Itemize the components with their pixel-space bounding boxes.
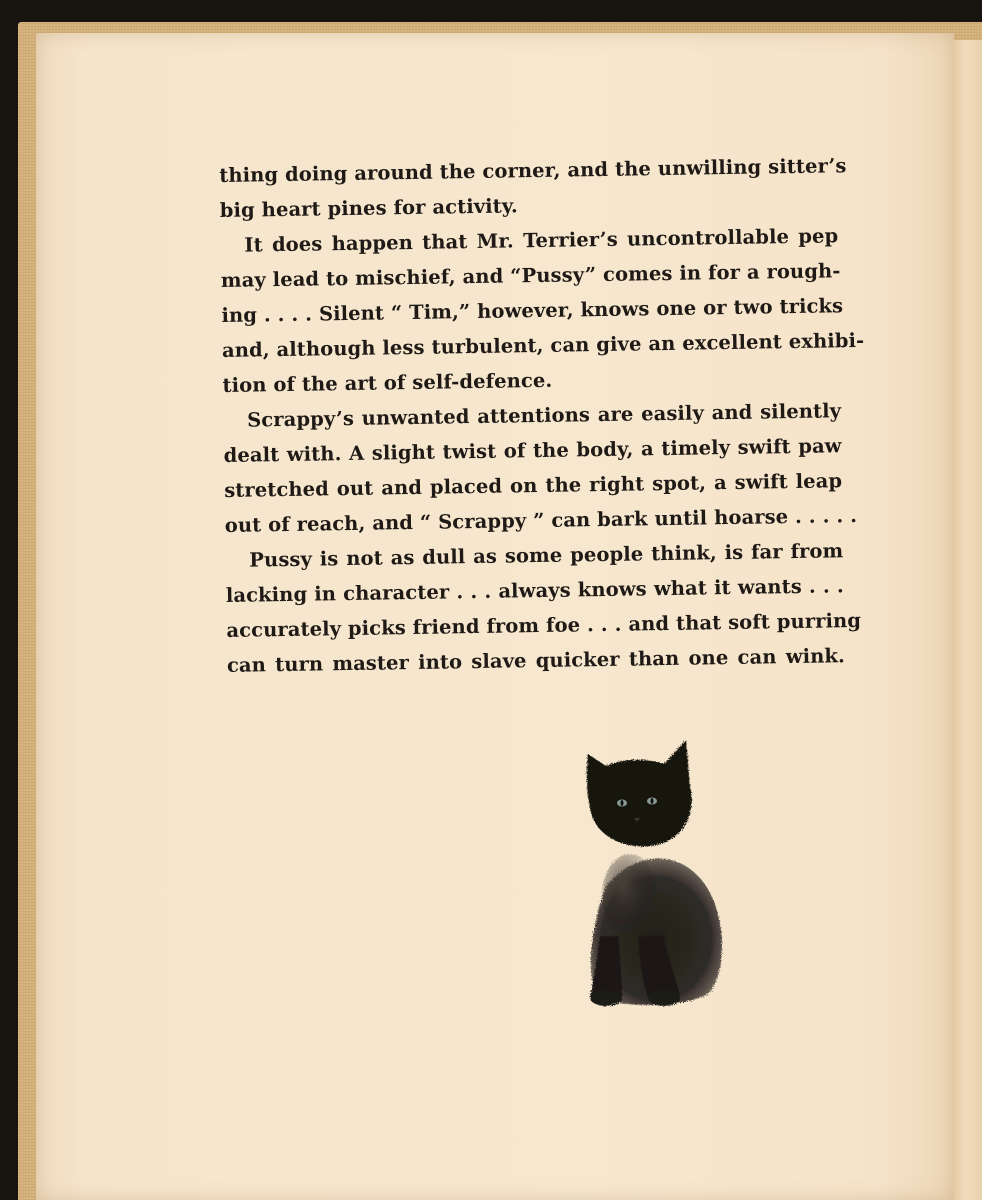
text-line: thing doing around the corner, and the unwilling sitter’s bbox=[219, 154, 847, 187]
black-kitten-illustration bbox=[578, 736, 728, 1016]
paragraph-2 bbox=[220, 218, 865, 403]
page-edge bbox=[954, 40, 982, 1200]
text-line: Pussy is not as dull as some people think, is far from bbox=[249, 539, 844, 572]
black-kitten-icon bbox=[578, 736, 728, 1016]
text-line: and, although less turbulent, can give an excellent exhibi- bbox=[221, 328, 865, 362]
text-line: stretched out and placed on the right spot, a swift leap bbox=[224, 469, 843, 502]
text-line: tion of the art of self-defence. bbox=[222, 368, 553, 397]
text-line: out of reach, and “ Scrappy ” can bark until hoarse . . . . . bbox=[224, 504, 858, 537]
text-line: dealt with. A slight twist of the body, a timely swift paw bbox=[223, 434, 842, 467]
paragraph-1 bbox=[219, 148, 847, 228]
text-line: ing . . . . Silent “ Tim,” however, knows one or two tricks bbox=[221, 294, 844, 327]
paragraph-3 bbox=[223, 393, 858, 543]
text-line: big heart pines for activity. bbox=[219, 194, 519, 222]
text-line: Scrappy’s unwanted attentions are easily and silently bbox=[246, 399, 842, 432]
text-line: can turn master into slave quicker than one can wink. bbox=[226, 644, 846, 677]
text-line: may lead to mischief, and “Pussy” comes in for a rough- bbox=[220, 259, 841, 292]
paragraph-4 bbox=[225, 533, 862, 683]
text-line: It does happen that Mr. Terrier’s uncontrollable pep bbox=[244, 224, 839, 257]
body-text bbox=[219, 148, 865, 683]
text-line: accurately picks friend from foe . . . and that soft purring bbox=[226, 608, 862, 642]
text-line: lacking in character . . . always knows what it wants . . . bbox=[225, 574, 844, 607]
